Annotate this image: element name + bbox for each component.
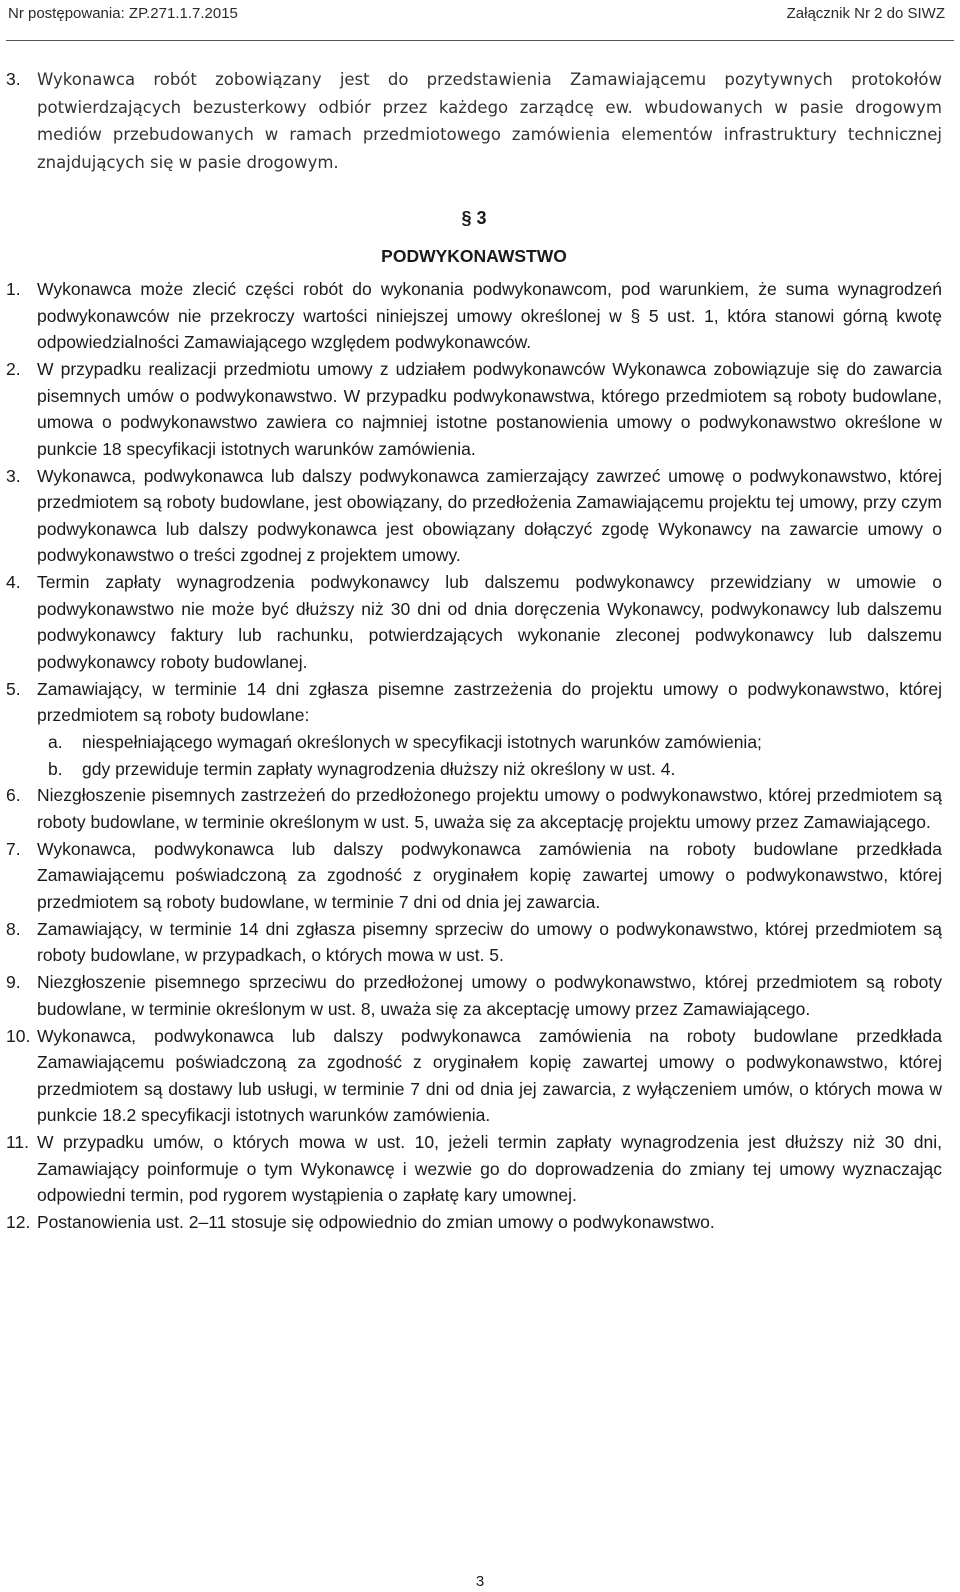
subclause-letter: b.	[48, 758, 63, 779]
clause-text: Zamawiający, w terminie 14 dni zgłasza pisemne zastrzeżenia do projektu umowy o podwykonawstwo, której przedmiotem są roboty budowlane:	[37, 678, 942, 725]
clause-text: Zamawiający, w terminie 14 dni zgłasza pisemny sprzeciw do umowy o podwykonawstwo, której przedmiotem są roboty budowlane, w przypadkach, o których mowa w ust. 5.	[37, 918, 942, 965]
clause-number: 6.	[6, 785, 21, 805]
clause-text: Wykonawca, podwykonawca lub dalszy podwykonawca zamówienia na roboty budowlane przedkłada Zamawiającemu poświadczoną za zgodność z oryginałem kopię zawartej umowy o podwykonawstwo, której przedmiotem są dostawy lub usługi, w terminie 7 dni od dnia jej zawarcia, z wyłączeniem umów, o których mowa w punkcie 18.2 specyfikacji istotnych warunków zamówienia.	[37, 1025, 942, 1125]
clause-number: 7.	[6, 838, 21, 859]
subclause-item	[6, 756, 942, 783]
clause-text: Termin zapłaty wynagrodzenia podwykonawcy lub dalszemu podwykonawcy przewidziany w umowie o podwykonawstwo nie może być dłuższy niż 30 dni od dnia doręczenia Wykonawcy, podwykonawcy lub dalszemu podwykonawcy faktury lub rachunku, potwierdzających wykonanie zleconej podwykonawcy lub dalszemu podwykonawcy roboty budowlanej.	[37, 572, 942, 672]
clause-number: 12.	[6, 1212, 31, 1232]
clause-number: 11.	[6, 1132, 30, 1152]
clause-item	[6, 356, 942, 462]
clause-number: 4.	[6, 572, 21, 592]
paragraph-number: 3.	[6, 69, 21, 89]
procedure-number: Nr postępowania: ZP.271.1.7.2015	[8, 5, 238, 22]
attachment-label: Załącznik Nr 2 do SIWZ	[786, 5, 945, 22]
clause-item	[6, 276, 942, 356]
clause-text: Niezgłoszenie pisemnych zastrzeżeń do przedłożonego projektu umowy o podwykonawstwo, której przedmiotem są roboty budowlane, w terminie określonym w ust. 5, uważa się za akceptację projektu umowy przez Zamawiającego.	[37, 785, 942, 832]
section-mark: § 3	[461, 208, 487, 228]
document-body	[6, 66, 942, 1236]
clause-text: Niezgłoszenie pisemnego sprzeciwu do przedłożonej umowy o podwykonawstwo, której przedmiotem są roboty budowlane, w terminie określonym w ust. 8, uważa się za akceptację umowy przez Zamawiającego.	[37, 972, 942, 1019]
clause-number: 2.	[6, 359, 21, 379]
clause-list	[6, 276, 942, 1236]
clause-text: Wykonawca, podwykonawca lub dalszy podwykonawca zamierzający zawrzeć umowę o podwykonawstwo, której przedmiotem są roboty budowlane, jest obowiązany, do przedłożenia Zamawiającemu projektu tej umowy, przy czym podwykonawca lub dalszy podwykonawca jest obowiązany dołączyć zgodę Wykonawcy na zawarcie umowy o podwykonawstwo o treści zgodnej z projektem umowy.	[37, 465, 942, 565]
clause-text: Wykonawca może zlecić części robót do wykonania podwykonawcom, pod warunkiem, że suma wynagrodzeń podwykonawców nie przekroczy wartości niniejszej umowy określonej w § 5 ust. 1, która stanowi górną kwotę odpowiedzialności Zamawiającego względem podwykonawców.	[37, 279, 942, 352]
intro-paragraph	[6, 66, 942, 176]
clause-item	[6, 836, 942, 916]
section-title: PODWYKONAWSTWO	[381, 246, 567, 266]
subclause-item	[6, 729, 942, 756]
clause-number: 3.	[6, 465, 21, 486]
subclause-text: niespełniającego wymagań określonych w specyfikacji istotnych warunków zamówienia;	[82, 732, 762, 752]
clause-text: W przypadku realizacji przedmiotu umowy z udziałem podwykonawców Wykonawca zobowiązuje się do zawarcia pisemnych umów o podwykonawstwo. W przypadku podwykonawstwa, którego przedmiotem są roboty budowlane, umowa o podwykonawstwo zawiera co najmniej istotne postanowienia umowy o podwykonawstwo określone w punkcie 18 specyfikacji istotnych warunków zamówienia.	[37, 359, 942, 459]
clause-item	[6, 1209, 942, 1236]
clause-text: W przypadku umów, o których mowa w ust. 10, jeżeli termin zapłaty wynagrodzenia jest dłuższy niż 30 dni, Zamawiający poinformuje o tym Wykonawcę i wezwie go do doprowadzenia do zmiany tej umowy wyznaczając odpowiedni termin, pod rygorem wystąpienia o zapłatę kary umownej.	[37, 1132, 942, 1205]
clause-item	[6, 1129, 942, 1209]
page-number: 3	[475, 1573, 485, 1590]
clause-item	[6, 676, 942, 729]
clause-item	[6, 1023, 942, 1129]
clause-number: 1.	[6, 279, 21, 299]
clause-text: Postanowienia ust. 2–11 stosuje się odpowiednio do zmian umowy o podwykonawstwo.	[37, 1212, 715, 1232]
subclause-letter: a.	[48, 732, 63, 752]
clause-number: 5.	[6, 678, 21, 699]
clause-text: Wykonawca, podwykonawca lub dalszy podwykonawca zamówienia na roboty budowlane przedkłada Zamawiającemu poświadczoną za zgodność z oryginałem kopię zawartej umowy o podwykonawstwo, której przedmiotem są roboty budowlane, w terminie 7 dni od dnia jej zawarcia.	[37, 838, 942, 912]
clause-item	[6, 969, 942, 1022]
header-divider	[6, 40, 954, 41]
clause-item	[6, 782, 942, 835]
paragraph-text: Wykonawca robót zobowiązany jest do przedstawienia Zamawiającemu pozytywnych protokołów potwierdzających bezusterkowy odbiór przez każdego zarządcę ew. wbudowanych w pasie drogowym mediów przebudowanych w ramach przedmiotowego zamówienia elementów infrastruktury technicznej znajdujących się w pasie drogowym.	[37, 70, 942, 172]
clause-number: 10.	[6, 1025, 31, 1046]
subclause-text: gdy przewiduje termin zapłaty wynagrodzenia dłuższy niż określony w ust. 4.	[82, 758, 676, 779]
clause-item	[6, 569, 942, 675]
clause-item	[6, 463, 942, 569]
clause-item	[6, 916, 942, 969]
clause-number: 8.	[6, 918, 21, 939]
clause-number: 9.	[6, 972, 21, 992]
